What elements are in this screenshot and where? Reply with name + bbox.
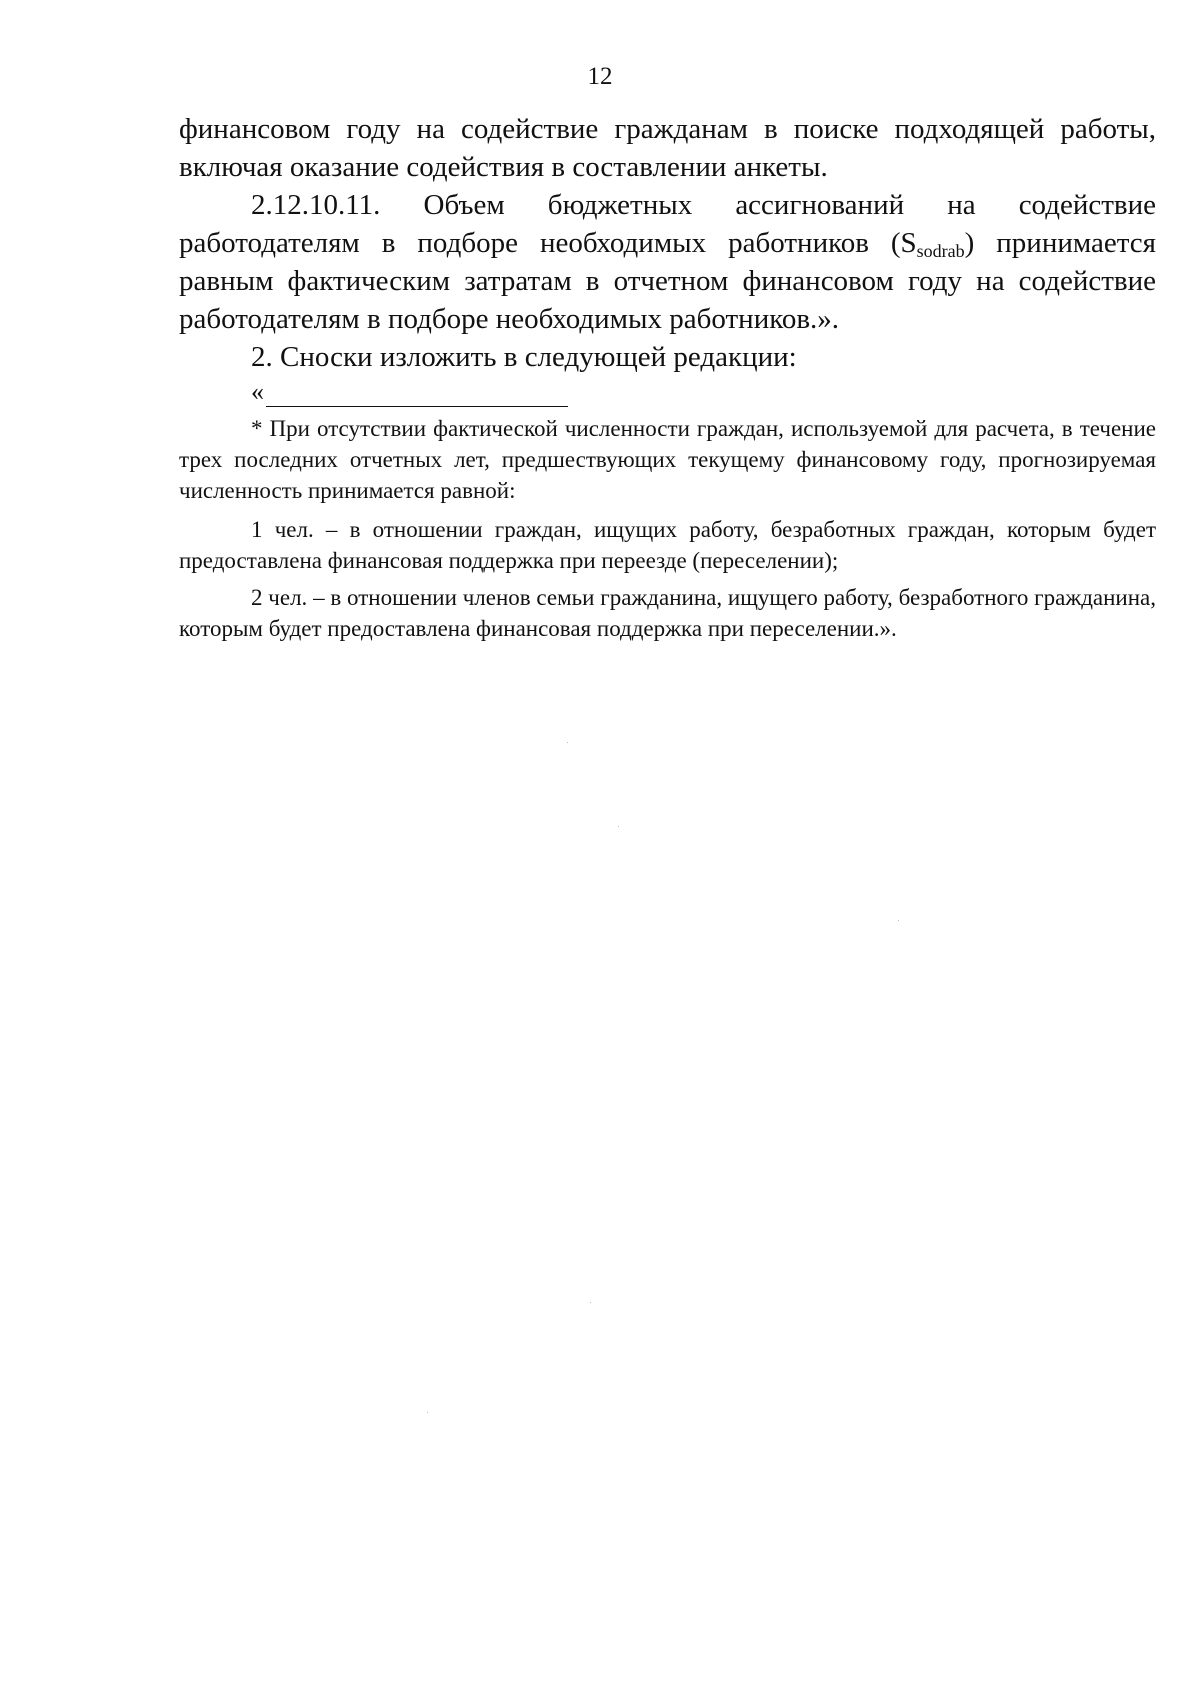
page-number: 12 (587, 63, 613, 90)
footnote-item-1: 1 чел. – в отношении граждан, ищущих работу, безработных граждан, которым будет предоставлена финансовая поддержка при переезде (переселении); (179, 517, 1156, 573)
footnote-item-2: 2 чел. – в отношении членов семьи гражданина, ищущего работу, безработного гражданина, которым будет предоставлена финансовая поддержка при переселении.». (179, 585, 1156, 641)
paragraph-text-end: ) принимается равным фактическим затратам в отчетном финансовом году на содействие работодателям в подборе необходимых работников.». (179, 227, 1156, 335)
body-text (179, 110, 1156, 376)
footnotes (179, 413, 1156, 650)
paragraph-continuation: финансовом году на содействие гражданам в поиске подходящей работы, включая оказание содействия в составлении анкеты. (179, 113, 1156, 183)
paragraph-text-start: 2.12.10.11. Объем бюджетных ассигнований на содействие работодателям в подборе необходимых работников (S (179, 189, 1156, 259)
footnote-asterisk: * При отсутствии фактической численности граждан, используемой для расчета, в течение трех последних отчетных лет, предшествующих текущему финансовому году, прогнозируемая численность принимается равной: (179, 416, 1156, 503)
opening-quote-mark: « (251, 377, 264, 406)
paragraph-footnotes-instruction: 2. Сноски изложить в следующей редакции: (251, 341, 797, 373)
scan-speck (590, 1302, 591, 1303)
paragraph-2-12-10-11 (179, 186, 1156, 338)
footnote-separator (251, 377, 568, 407)
separator-rule (266, 384, 568, 407)
scan-speck (898, 920, 899, 921)
subscript-sodrab: sodrab (916, 241, 965, 261)
scan-speck (618, 826, 619, 827)
scan-speck (427, 1412, 428, 1413)
scan-speck (567, 742, 568, 743)
